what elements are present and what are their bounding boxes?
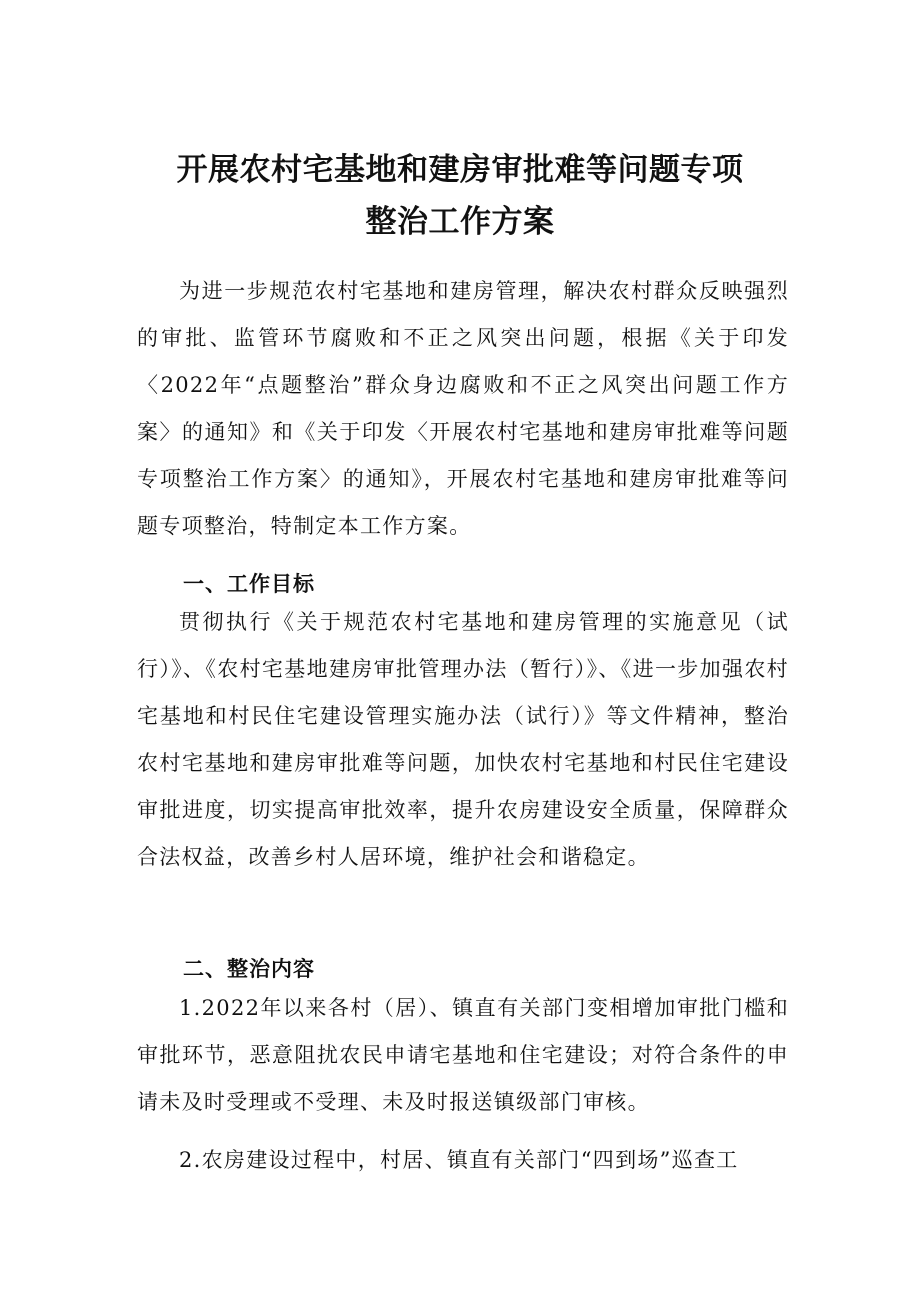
section-heading-content: 二、整治内容 [183,957,315,981]
document-title-line-1: 开展农村宅基地和建房审批难等问题专项 [176,152,744,188]
goals-paragraph: 贯彻执行《关于规范农村宅基地和建房管理的实施意见（试行）》、《农村宅基地建房审批管理办法（暂行）》、《进一步加强农村宅基地和村民住宅建设管理实施办法（试行）》等文件精神，整治农村宅基地和建房审批难等问题，加快农村宅基地和村民住宅建设审批进度，切实提高审批效率，提升农房建设安全质量，保障群众合法权益，改善乡村人居环境，维护社会和谐稳定。 [137,610,789,869]
content-item-2: 2.农房建设过程中，村居、镇直有关部门“四到场”巡查工 [179,1148,739,1172]
content-item-1: 1.2022年以来各村（居）、镇直有关部门变相增加审批门槛和审批环节，恶意阻扰农民申请宅基地和住宅建设；对符合条件的申请未及时受理或不受理、未及时报送镇级部门审核。 [137,996,789,1114]
intro-paragraph: 为进一步规范农村宅基地和建房管理，解决农村群众反映强烈的审批、监管环节腐败和不正之风突出问题，根据《关于印发〈2022年“点题整治”群众身边腐败和不正之风突出问题工作方案〉的通知》和《关于印发〈开展农村宅基地和建房审批难等问题专项整治工作方案〉的通知》，开展农村宅基地和建房审批难等问题专项整治，特制定本工作方案。 [137,279,789,538]
document-title-line-2: 整治工作方案 [365,204,555,240]
section-heading-goals: 一、工作目标 [183,572,315,596]
